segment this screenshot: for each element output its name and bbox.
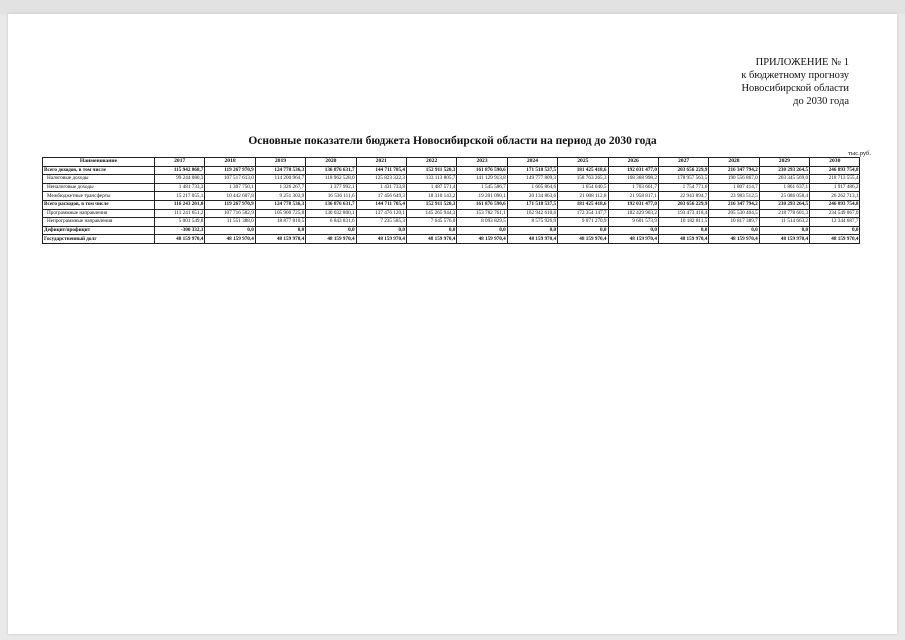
column-header-year: 2023: [457, 158, 507, 167]
table-cell: 48 159 970,4: [255, 235, 305, 244]
table-cell: 8 093 829,5: [457, 218, 507, 227]
column-header-year: 2029: [759, 158, 809, 167]
table-cell: 115 942 868,7: [155, 166, 205, 175]
table-cell: 10 442 607,8: [205, 192, 255, 201]
table-cell: 0,0: [306, 226, 356, 235]
table-cell: 11 514 663,2: [759, 218, 809, 227]
table-cell: 246 893 754,8: [810, 166, 860, 175]
table-cell: 16 536 111,6: [306, 192, 356, 201]
table-cell: 5 001 549,8: [155, 218, 205, 227]
table-cell: 190 556 867,0: [709, 175, 759, 184]
table-cell: 1 917 486,2: [810, 183, 860, 192]
table-cell: 136 876 631,7: [306, 166, 356, 175]
column-header-year: 2019: [255, 158, 305, 167]
table-cell: 145 265 944,3: [406, 209, 456, 218]
table-cell: 118 962 528,0: [306, 175, 356, 184]
table-cell: 218 778 601,3: [759, 209, 809, 218]
budget-table: [42, 157, 860, 244]
table-cell: 203 656 229,9: [658, 200, 708, 209]
table-cell: 9 251 303,9: [255, 192, 305, 201]
table-cell: 0,0: [709, 226, 759, 235]
table-cell: 8 575 926,9: [507, 218, 557, 227]
table-cell: 114 200 964,7: [255, 175, 305, 184]
row-label: Программные направления: [43, 209, 155, 218]
table-row: [43, 235, 860, 244]
table-cell: -300 332,3: [155, 226, 205, 235]
table-cell: 22 943 894,7: [658, 192, 708, 201]
table-cell: 230 293 264,5: [759, 166, 809, 175]
row-label: Всего доходов, в том числе: [43, 166, 155, 175]
table-cell: 1 754 771,6: [658, 183, 708, 192]
table-cell: 1 545 586,7: [457, 183, 507, 192]
table-cell: 1 431 733,8: [356, 183, 406, 192]
table-cell: 9 601 573,9: [608, 218, 658, 227]
table-cell: 7 645 576,0: [406, 218, 456, 227]
table-cell: 203 345 569,0: [759, 175, 809, 184]
table-cell: 7 235 585,3: [356, 218, 406, 227]
table-cell: 15 217 055,1: [155, 192, 205, 201]
row-label: Неналоговые доходы: [43, 183, 155, 192]
column-header-year: 2024: [507, 158, 557, 167]
table-cell: 21 008 112,8: [558, 192, 608, 201]
table-row: [43, 166, 860, 175]
table-cell: 1 807 414,7: [709, 183, 759, 192]
table-cell: 99 244 080,3: [155, 175, 205, 184]
table-cell: 192 031 477,0: [608, 200, 658, 209]
table-cell: 10 182 811,5: [658, 218, 708, 227]
table-cell: 23 983 512,5: [709, 192, 759, 201]
table-cell: 192 031 477,0: [608, 166, 658, 175]
table-cell: 1 481 733,3: [155, 183, 205, 192]
table-cell: 6 843 831,6: [306, 218, 356, 227]
table-cell: 0,0: [810, 226, 860, 235]
table-cell: 171 518 537,5: [507, 200, 557, 209]
table-cell: 119 267 970,9: [205, 200, 255, 209]
table-cell: 216 347 794,2: [709, 166, 759, 175]
table-cell: 119 267 970,9: [205, 166, 255, 175]
table-cell: 0,0: [205, 226, 255, 235]
table-cell: 153 782 761,1: [457, 209, 507, 218]
table-cell: 116 243 201,0: [155, 200, 205, 209]
table-cell: 18 310 143,2: [406, 192, 456, 201]
table-cell: 124 778 536,3: [255, 200, 305, 209]
table-cell: 1 861 637,1: [759, 183, 809, 192]
row-label: Межбюджетные трансферты: [43, 192, 155, 201]
table-row: [43, 209, 860, 218]
column-header-year: 2030: [810, 158, 860, 167]
table-cell: 48 159 970,4: [507, 235, 557, 244]
table-cell: 105 900 725,8: [255, 209, 305, 218]
row-label: Всего расходов, в том числе: [43, 200, 155, 209]
column-header-year: 2017: [155, 158, 205, 167]
table-cell: 218 713 555,4: [810, 175, 860, 184]
table-cell: 26 262 713,1: [810, 192, 860, 201]
table-cell: 0,0: [558, 226, 608, 235]
table-cell: 0,0: [507, 226, 557, 235]
column-header-year: 2021: [356, 158, 406, 167]
table-cell: 48 159 970,4: [356, 235, 406, 244]
table-row: [43, 200, 860, 209]
row-label: Налоговые доходы: [43, 175, 155, 184]
table-cell: 0,0: [658, 226, 708, 235]
appendix-caption: [689, 56, 849, 108]
column-header-name: Наименование: [43, 158, 155, 167]
table-cell: 1 377 992,1: [306, 183, 356, 192]
table-cell: 203 656 229,9: [658, 166, 708, 175]
table-cell: 48 159 970,4: [608, 235, 658, 244]
table-cell: 19 201 090,1: [457, 192, 507, 201]
table-cell: 234 549 067,0: [810, 209, 860, 218]
table-cell: 1 307 750,1: [205, 183, 255, 192]
table-cell: 152 911 520,3: [406, 166, 456, 175]
table-cell: 25 086 058,4: [759, 192, 809, 201]
table-header-row: [43, 158, 860, 167]
table-row: [43, 218, 860, 227]
table-cell: 133 113 805,7: [406, 175, 456, 184]
table-cell: 0,0: [356, 226, 406, 235]
table-body: [43, 166, 860, 243]
table-cell: 1 703 661,7: [608, 183, 658, 192]
table-cell: 48 159 970,4: [709, 235, 759, 244]
table-cell: 141 129 913,8: [457, 175, 507, 184]
document-title: Основные показатели бюджета Новосибирской области на период до 2030 года: [248, 135, 657, 147]
table-cell: 181 425 418,6: [558, 166, 608, 175]
table-cell: 1 326 267,7: [255, 183, 305, 192]
table-cell: 111 241 651,2: [155, 209, 205, 218]
document-page: [8, 14, 897, 634]
table-cell: 18 877 810,5: [255, 218, 305, 227]
table-row: [43, 183, 860, 192]
table-cell: 0,0: [457, 226, 507, 235]
table-cell: 48 159 970,4: [658, 235, 708, 244]
table-cell: 152 911 520,3: [406, 200, 456, 209]
column-header-year: 2018: [205, 158, 255, 167]
table-cell: 182 429 903,2: [608, 209, 658, 218]
column-header-year: 2025: [558, 158, 608, 167]
table-cell: 230 293 264,5: [759, 200, 809, 209]
table-cell: 1 605 864,6: [507, 183, 557, 192]
table-cell: 0,0: [759, 226, 809, 235]
table-cell: 107 517 613,0: [205, 175, 255, 184]
table-cell: 158 763 265,3: [558, 175, 608, 184]
table-cell: 181 425 418,6: [558, 200, 608, 209]
table-cell: 162 942 610,6: [507, 209, 557, 218]
table-cell: 144 711 705,4: [356, 200, 406, 209]
table-row: [43, 226, 860, 235]
table-cell: 48 159 970,4: [406, 235, 456, 244]
table-cell: 48 159 970,4: [558, 235, 608, 244]
table-cell: 172 354 147,7: [558, 209, 608, 218]
table-cell: 48 159 970,4: [306, 235, 356, 244]
table-cell: 107 716 582,9: [205, 209, 255, 218]
table-cell: 161 876 590,6: [457, 200, 507, 209]
column-header-year: 2026: [608, 158, 658, 167]
viewer-top-strip: [0, 0, 905, 14]
column-header-year: 2027: [658, 158, 708, 167]
table-cell: 48 159 970,4: [205, 235, 255, 244]
appendix-line-4: до 2030 года: [793, 96, 849, 107]
column-header-year: 2028: [709, 158, 759, 167]
table-cell: 1 654 040,5: [558, 183, 608, 192]
table-cell: 12 344 687,7: [810, 218, 860, 227]
appendix-line-2: к бюджетному прогнозу: [741, 70, 849, 81]
table-cell: 216 347 794,2: [709, 200, 759, 209]
table-cell: 0,0: [255, 226, 305, 235]
table-cell: 9 071 270,9: [558, 218, 608, 227]
table-cell: 137 476 120,1: [356, 209, 406, 218]
column-header-year: 2020: [306, 158, 356, 167]
table-cell: 11 551 388,0: [205, 218, 255, 227]
table-cell: 136 876 631,7: [306, 200, 356, 209]
appendix-line-3: Новосибирской области: [741, 83, 849, 94]
table-cell: 48 159 970,4: [810, 235, 860, 244]
row-label: Дефицит/профицит: [43, 226, 155, 235]
table-cell: 144 711 705,4: [356, 166, 406, 175]
table-cell: 124 778 536,3: [255, 166, 305, 175]
table-cell: 130 032 800,1: [306, 209, 356, 218]
table-cell: 168 368 998,2: [608, 175, 658, 184]
table-cell: 17 456 649,3: [356, 192, 406, 201]
table-cell: 0,0: [608, 226, 658, 235]
column-header-year: 2022: [406, 158, 456, 167]
table-cell: 171 518 537,5: [507, 166, 557, 175]
table-cell: 205 530 404,5: [709, 209, 759, 218]
table-cell: 48 159 970,4: [457, 235, 507, 244]
table-cell: 1 487 571,4: [406, 183, 456, 192]
units-label: тыс.руб.: [848, 150, 871, 157]
row-label: Государственный долг: [43, 235, 155, 244]
table-cell: 0,0: [406, 226, 456, 235]
table-cell: 21 958 817,1: [608, 192, 658, 201]
table-row: [43, 192, 860, 201]
appendix-line-1: ПРИЛОЖЕНИЕ № 1: [755, 57, 849, 68]
table-cell: 161 876 590,6: [457, 166, 507, 175]
table-row: [43, 175, 860, 184]
table-cell: 48 159 970,4: [155, 235, 205, 244]
table-cell: 48 159 970,4: [759, 235, 809, 244]
table-cell: 149 777 809,3: [507, 175, 557, 184]
table-cell: 125 823 322,3: [356, 175, 406, 184]
table-cell: 246 893 754,8: [810, 200, 860, 209]
table-cell: 193 473 418,4: [658, 209, 708, 218]
table-cell: 178 957 563,5: [658, 175, 708, 184]
table-cell: 20 134 863,6: [507, 192, 557, 201]
table-cell: 10 817 389,7: [709, 218, 759, 227]
row-label: Непрограммные направления: [43, 218, 155, 227]
